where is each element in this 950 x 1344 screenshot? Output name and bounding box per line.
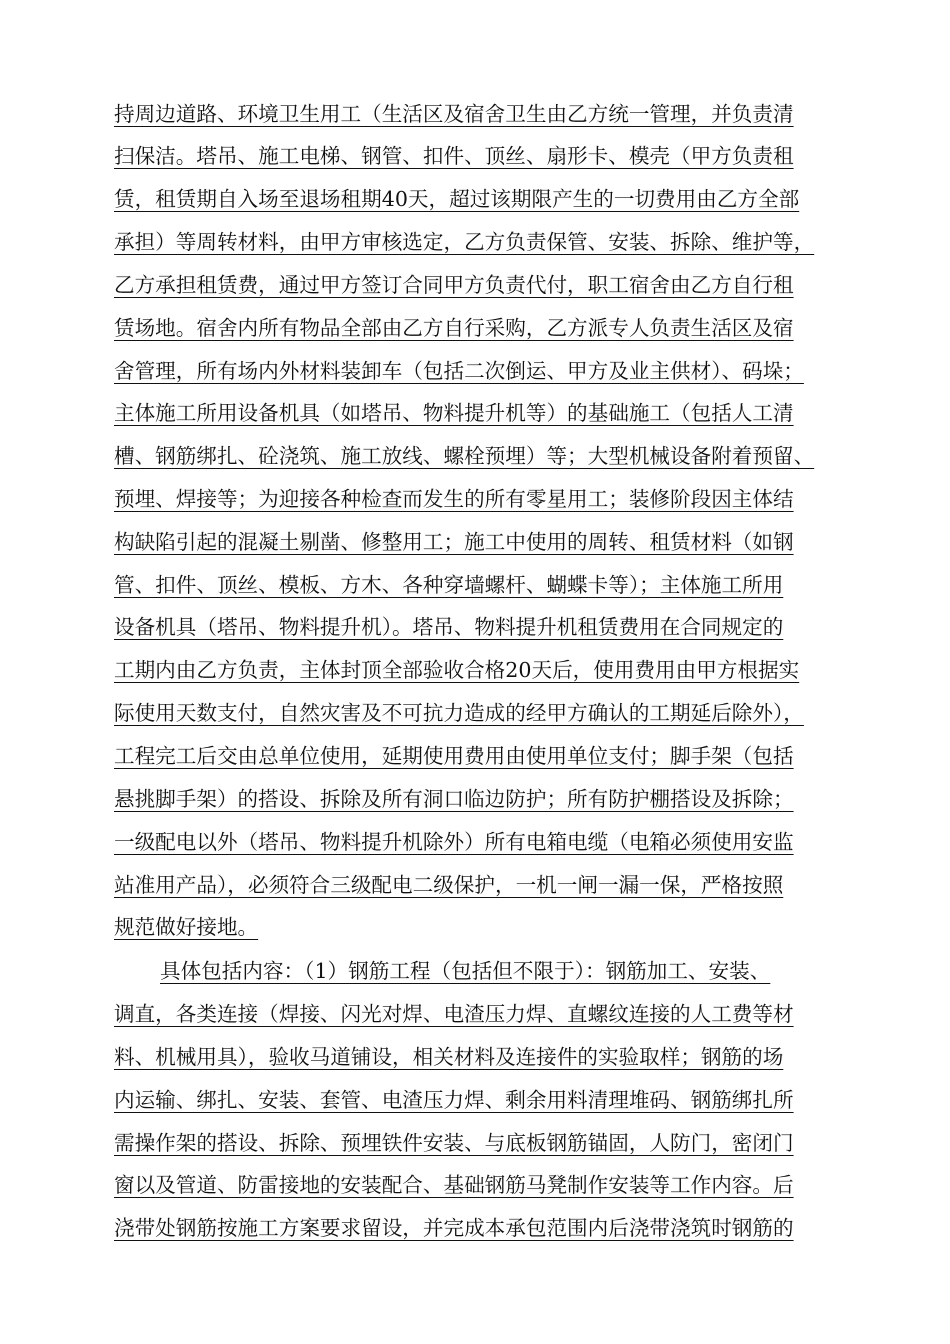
text-line: 设备机具（塔吊、物料提升机）。塔吊、物料提升机租赁费用在合同规定的 bbox=[114, 615, 784, 639]
text-line: 工期内由乙方负责，主体封顶全部验收合格20天后，使用费用由甲方根据实 bbox=[114, 658, 800, 682]
text-line: 预埋、焊接等；为迎接各种检查而发生的所有零星用工；装修阶段因主体结 bbox=[114, 487, 794, 511]
text-line: 扫保洁。塔吊、施工电梯、钢管、扣件、顶丝、扇形卡、模壳（甲方负责租 bbox=[114, 144, 794, 168]
text-line: 窗以及管道、防雷接地的安装配合、基础钢筋马凳制作安装等工作内容。后 bbox=[114, 1173, 794, 1197]
paragraph-first-line bbox=[160, 952, 770, 990]
text-line: 管、扣件、顶丝、模板、方木、各种穿墙螺杆、蝴蝶卡等）；主体施工所用 bbox=[114, 573, 784, 597]
text-line: 承担）等周转材料，由甲方审核选定，乙方负责保管、安装、拆除、维护等， bbox=[114, 230, 815, 254]
text-line: 赁场地。宿舍内所有物品全部由乙方自行采购，乙方派专人负责生活区及宿 bbox=[114, 316, 794, 340]
text-line: 构缺陷引起的混凝土剔凿、修整用工；施工中使用的周转、租赁材料（如钢 bbox=[114, 530, 794, 554]
text-line: 工程完工后交由总单位使用，延期使用费用由使用单位支付；脚手架（包括 bbox=[114, 744, 794, 768]
text-line: 槽、钢筋绑扎、砼浇筑、施工放线、螺栓预埋）等；大型机械设备附着预留、 bbox=[114, 444, 815, 468]
text-line: 际使用天数支付，自然灾害及不可抗力造成的经甲方确认的工期延后除外）， bbox=[114, 701, 804, 725]
text-line: 舍管理，所有场内外材料装卸车（包括二次倒运、甲方及业主供材）、码垛； bbox=[114, 359, 804, 383]
paragraph-first-line-text: 具体包括内容：（1）钢筋工程（包括但不限于）：钢筋加工、安装、 bbox=[160, 959, 771, 983]
text-line: 主体施工所用设备机具（如塔吊、物料提升机等）的基础施工（包括人工清 bbox=[114, 401, 794, 425]
text-line: 悬挑脚手架）的搭设、拆除及所有洞口临边防护；所有防护棚搭设及拆除； bbox=[114, 787, 794, 811]
text-line: 浇带处钢筋按施工方案要求留设，并完成本承包范围内后浇带浇筑时钢筋的 bbox=[114, 1216, 794, 1240]
text-line: 一级配电以外（塔吊、物料提升机除外）所有电箱电缆（电箱必须使用安监 bbox=[114, 830, 794, 854]
text-line: 需操作架的搭设、拆除、预埋铁件安装、与底板钢筋锚固，人防门，密闭门 bbox=[114, 1131, 794, 1155]
text-line: 规范做好接地。 bbox=[114, 915, 259, 939]
text-line: 调直，各类连接（焊接、闪光对焊、电渣压力焊、直螺纹连接的人工费等材 bbox=[114, 1002, 794, 1026]
text-line: 乙方承担租赁费，通过甲方签订合同甲方负责代付，职工宿舍由乙方自行租 bbox=[114, 273, 794, 297]
text-line: 站准用产品），必须符合三级配电二级保护，一机一闸一漏一保，严格按照 bbox=[114, 873, 784, 897]
text-line: 料、机械用具），验收马道铺设，相关材料及连接件的实验取样；钢筋的场 bbox=[114, 1045, 784, 1069]
text-line: 持周边道路、环境卫生用工（生活区及宿舍卫生由乙方统一管理，并负责清 bbox=[114, 102, 794, 126]
text-line: 赁，租赁期自入场至退场租期40天，超过该期限产生的一切费用由乙方全部 bbox=[114, 187, 800, 211]
text-line: 内运输、绑扎、安装、套管、电渣压力焊、剩余用料清理堆码、钢筋绑扎所 bbox=[114, 1088, 794, 1112]
